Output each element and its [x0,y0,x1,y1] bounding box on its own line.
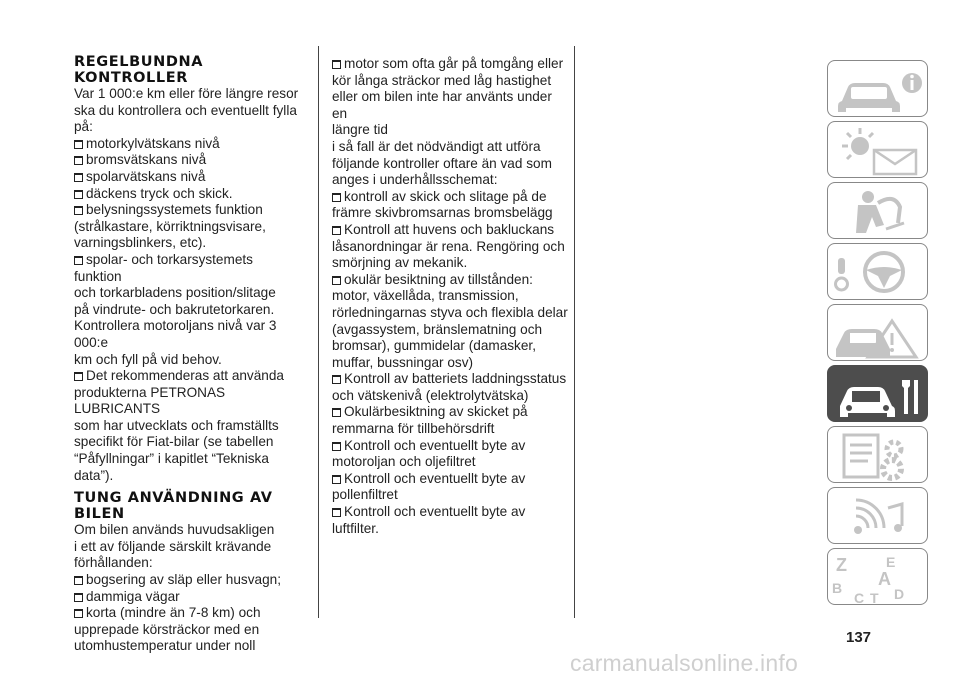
starting-driving-icon [828,244,928,300]
bullet-icon [332,276,341,285]
bullet-icon [332,475,341,484]
list-item: Kontroll av batteriets laddningsstatus och vätskenivå (elektrolytvätska) [332,371,567,403]
bullet-icon [332,408,341,417]
chapter-tab-emergency[interactable] [827,304,928,361]
svg-text:C: C [854,590,865,606]
bullet-icon [332,226,341,235]
chapter-tab-car-info[interactable] [827,60,928,117]
bullet-icon [74,206,83,215]
multimedia-icon [828,488,928,544]
list-item: Kontroll att huvens och bakluckans låsanordningar är rena. Rengöring och smörjning av mekanik. [332,221,565,271]
paragraph: Kontrollera motoroljans nivå var 3 000:e km och fyll på vid behov. [74,318,277,367]
list-item: Kontroll och eventuellt byte av pollenfiltret [332,470,526,503]
list-item: spolarvätskans nivå [74,169,302,186]
bullet-icon [332,508,341,517]
bullet-icon [74,156,83,165]
list-item: bromsvätskans nivå [74,152,302,169]
paragraph: i så fall är det nödvändigt att utföra följande kontroller oftare än vad som anges i underhållsschemat: [332,138,552,188]
bullet-icon [74,140,83,149]
svg-text:A: A [878,569,891,589]
paragraph: Var 1 000:e km eller före längre resor ska du kontrollera och eventuellt fylla på: [74,86,299,135]
bullet-icon [74,372,83,381]
chapter-tab-technical-data[interactable] [827,426,928,483]
bullet-icon [74,593,83,602]
chapter-tab-safety-seatbelt[interactable] [827,182,928,239]
technical-data-icon [828,427,928,483]
list-item: spolar- och torkarsystemets funktion och torkarbladens position/slitage på vindrute- och bakrutetorkaren. [74,251,276,317]
middle-column [332,56,570,537]
column-divider [574,46,575,618]
svg-text:Z: Z [836,555,847,575]
list-item: Okulärbesiktning av skicket på remmarna för tillbehörsdrift [332,404,528,437]
chapter-tab-maintenance-car[interactable] [827,365,928,422]
bullet-icon [332,60,341,69]
page-number: 137 [846,629,872,646]
watermark: carmanualsonline.info [570,650,798,676]
list-item: motorkylvätskans nivå [74,136,302,153]
bullet-icon [332,375,341,384]
section-heading: TUNG ANVÄNDNING AV BILEN [74,490,273,523]
list-item: Det rekommenderas att använda produkterna PETRONAS LUBRICANTS som har utvecklats och framställts specifikt för Fiat-bilar (se tabellen “Påfyllningar” i kapitlet “Tekniska data”). [74,368,284,483]
index-az-icon [828,549,928,605]
svg-text:B: B [832,580,843,596]
list-item: bogsering av släp eller husvagn; [74,572,302,589]
bullet-icon [332,193,341,202]
left-column [74,54,302,655]
list-item: Kontroll och eventuellt byte av luftfilter. [332,504,526,536]
list-item: dammiga vägar [74,589,302,606]
bullet-icon [74,576,83,585]
bullet-icon [74,256,83,265]
list-item: kontroll av skick och slitage på de främre skivbromsarnas bromsbelägg [332,188,553,221]
svg-text:D: D [894,586,905,602]
warning-lights-icon [828,122,928,178]
chapter-tab-starting-driving[interactable] [827,243,928,300]
bullet-icon [332,442,341,451]
car-info-icon [828,61,928,117]
safety-seatbelt-icon [828,183,928,239]
bullet-icon [74,609,83,618]
bullet-icon [74,173,83,182]
list-item: motor som ofta går på tomgång eller kör långa sträckor med låg hastighet eller om bilen inte har använts under en längre tid [332,56,564,138]
svg-text:T: T [870,590,879,606]
bullet-icon [74,190,83,199]
column-divider [318,46,319,618]
list-item: Kontroll och eventuellt byte av motoroljan och oljefiltret [332,437,526,470]
section-heading: REGELBUNDNA KONTROLLER [74,54,204,86]
chapter-tab-multimedia[interactable] [827,487,928,544]
emergency-icon [828,305,928,361]
list-item: korta (mindre än 7-8 km) och upprepade körsträckor med en utomhustemperatur under noll [74,605,261,654]
list-item: däckens tryck och skick. [74,186,302,203]
svg-text:E: E [886,554,896,570]
chapter-tab-warning-lights[interactable] [827,121,928,178]
list-item: belysningssystemets funktion (strålkastare, körriktningsvisare, varningsblinkers, etc). [74,202,266,251]
list-item: okulär besiktning av tillstånden: motor, växellåda, transmission, rörledningarnas styva och flexibla delar (avgassystem, bränslematning och bromsar), gummidelar (damasker, muffar, bussningar osv) [332,271,568,370]
maintenance-car-icon [828,366,928,422]
paragraph: Om bilen används huvudsakligen i ett av följande särskilt krävande förhållanden: [74,522,275,571]
chapter-tab-index-az[interactable] [827,548,928,605]
